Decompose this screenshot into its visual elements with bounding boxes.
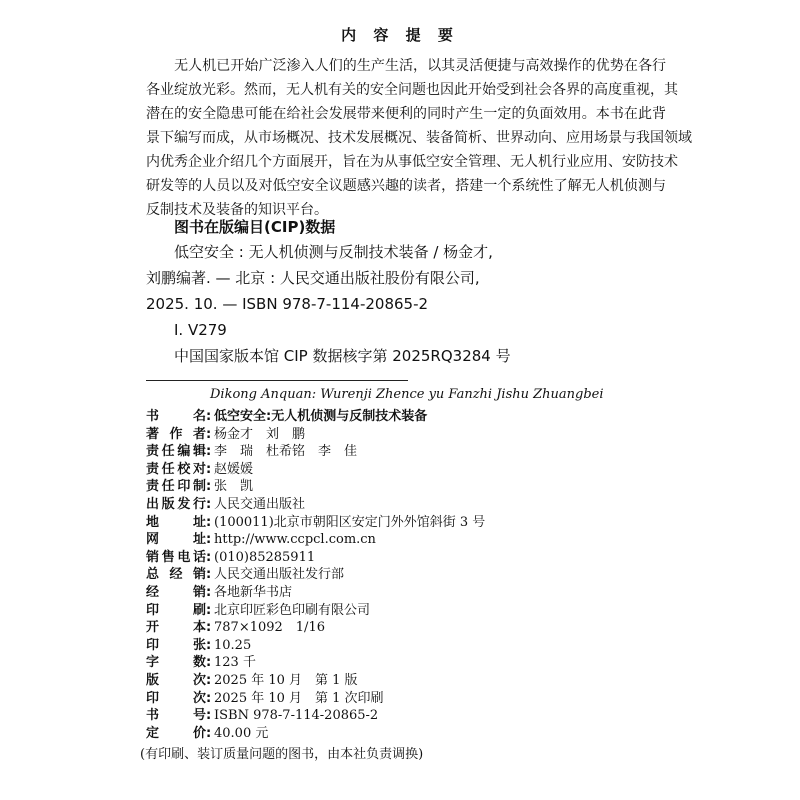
colophon-value: 张 凯 xyxy=(214,479,254,495)
cip-line: 低空安全 : 无人机侦测与反制技术装备 / 杨金才, xyxy=(174,243,493,261)
colophon-colon: : xyxy=(206,549,212,565)
colophon-label: 地 址 xyxy=(146,514,206,530)
colophon-colon: : xyxy=(206,426,212,442)
cip-line: 2025. 10. — ISBN 978-7-114-20865-2 xyxy=(146,295,429,313)
colophon-value: 赵媛媛 xyxy=(214,461,254,477)
colophon-colon: : xyxy=(206,637,212,653)
colophon-value: 北京印匠彩色印刷有限公司 xyxy=(214,602,371,618)
colophon-value: 2025 年 10 月 第 1 次印刷 xyxy=(214,690,384,706)
summary-line: 潜在的安全隐患可能在给社会发展带来便利的同时产生一定的负面效用。本书在此背 xyxy=(146,106,666,122)
colophon-label: 开 本 xyxy=(146,620,206,636)
colophon-label: 责 任 校 对 xyxy=(146,461,206,477)
colophon-value: 123 千 xyxy=(214,655,256,671)
colophon-label: 总 经 销 xyxy=(146,567,206,583)
colophon-label: 责 任 编 辑 xyxy=(146,444,206,460)
colophon-value: (100011)北京市朝阳区安定门外外馆斜街 3 号 xyxy=(214,514,486,530)
summary-line: 各业绽放光彩。然而，无人机有关的安全问题也因此开始受到社会各界的高度重视，其 xyxy=(146,82,678,98)
summary-line: 内优秀企业介绍几个方面展开，旨在为从事低空安全管理、无人机行业应用、安防技术 xyxy=(146,154,678,170)
summary-line: 无人机已开始广泛渗入人们的生产生活，以其灵活便捷与高效操作的优势在各行 xyxy=(146,58,666,74)
summary-line: 景下编写而成，从市场概况、技术发展概况、装备简析、世界动向、应用场景与我国领域 xyxy=(146,130,692,146)
colophon-colon: : xyxy=(206,602,212,618)
colophon-value: 2025 年 10 月 第 1 版 xyxy=(214,673,358,688)
colophon-label: 书 号 xyxy=(146,708,206,724)
colophon-label: 责 任 印 制 xyxy=(146,479,206,495)
colophon-label: 网 址 xyxy=(146,532,206,548)
cip-title: 图书在版编目(CIP)数据 xyxy=(174,218,336,236)
colophon-label: 销 售 电 话 xyxy=(146,549,206,565)
section-divider xyxy=(146,380,408,381)
colophon-value: 787×1092 1/16 xyxy=(214,620,325,636)
colophon-colon: : xyxy=(206,725,212,741)
colophon-colon: : xyxy=(206,497,212,512)
quality-note: (有印刷、装订质量问题的图书，由本社负责调换) xyxy=(140,747,424,762)
colophon-value: 40.00 元 xyxy=(214,725,269,741)
colophon-colon: : xyxy=(206,514,212,530)
colophon-value: http://www.ccpcl.com.cn xyxy=(214,532,376,548)
colophon-label: 著 作 者 xyxy=(146,426,206,442)
colophon-colon: : xyxy=(206,708,212,724)
colophon-label: 定 价 xyxy=(146,725,206,741)
colophon-label: 经 销 xyxy=(146,585,206,600)
colophon-value: 杨金才 刘 鹏 xyxy=(214,426,306,442)
colophon-value: 低空安全:无人机侦测与反制技术装备 xyxy=(214,409,428,424)
colophon-colon: : xyxy=(206,690,212,706)
colophon-colon: : xyxy=(206,673,212,688)
colophon-colon: : xyxy=(206,620,212,636)
cip-line: Ⅰ. V279 xyxy=(174,321,227,339)
colophon-value: 10.25 xyxy=(214,637,252,653)
colophon-label: 版 次 xyxy=(146,673,206,688)
colophon-row xyxy=(146,724,268,744)
colophon-value: 人民交通出版社 xyxy=(214,497,306,512)
colophon-colon: : xyxy=(206,567,212,583)
summary-line: 反制技术及装备的知识平台。 xyxy=(146,202,328,218)
colophon-colon: : xyxy=(206,461,212,477)
colophon-label: 印 刷 xyxy=(146,602,206,618)
colophon-colon: : xyxy=(206,479,212,495)
summary-line: 研发等的人员以及对低空安全议题感兴趣的读者，搭建一个系统性了解无人机侦测与 xyxy=(146,178,666,194)
colophon-value: 李 瑞 杜希铭 李 佳 xyxy=(214,444,358,460)
cip-line: 中国国家版本馆 CIP 数据核字第 2025RQ3284 号 xyxy=(174,347,511,365)
colophon-value: 人民交通出版社发行部 xyxy=(214,567,345,583)
colophon-colon: : xyxy=(206,444,212,460)
colophon-colon: : xyxy=(206,585,212,600)
pinyin-title: Dikong Anquan: Wurenji Zhence yu Fanzhi Jishu Zhuangbei xyxy=(210,387,604,402)
summary-title: 内 容 提 要 xyxy=(341,26,459,44)
colophon-label: 出 版 发 行 xyxy=(146,497,206,512)
colophon-label: 书 名 xyxy=(146,409,206,424)
colophon-colon: : xyxy=(206,409,212,424)
colophon-label: 印 次 xyxy=(146,690,206,706)
colophon-value: (010)85285911 xyxy=(214,549,316,565)
colophon-label: 字 数 xyxy=(146,655,206,671)
cip-line: 刘鹏编著. — 北京 : 人民交通出版社股份有限公司, xyxy=(146,269,480,287)
colophon-value: 各地新华书店 xyxy=(214,585,293,600)
colophon-value: ISBN 978-7-114-20865-2 xyxy=(214,708,379,724)
colophon-colon: : xyxy=(206,532,212,548)
colophon-colon: : xyxy=(206,655,212,671)
colophon-label: 印 张 xyxy=(146,637,206,653)
